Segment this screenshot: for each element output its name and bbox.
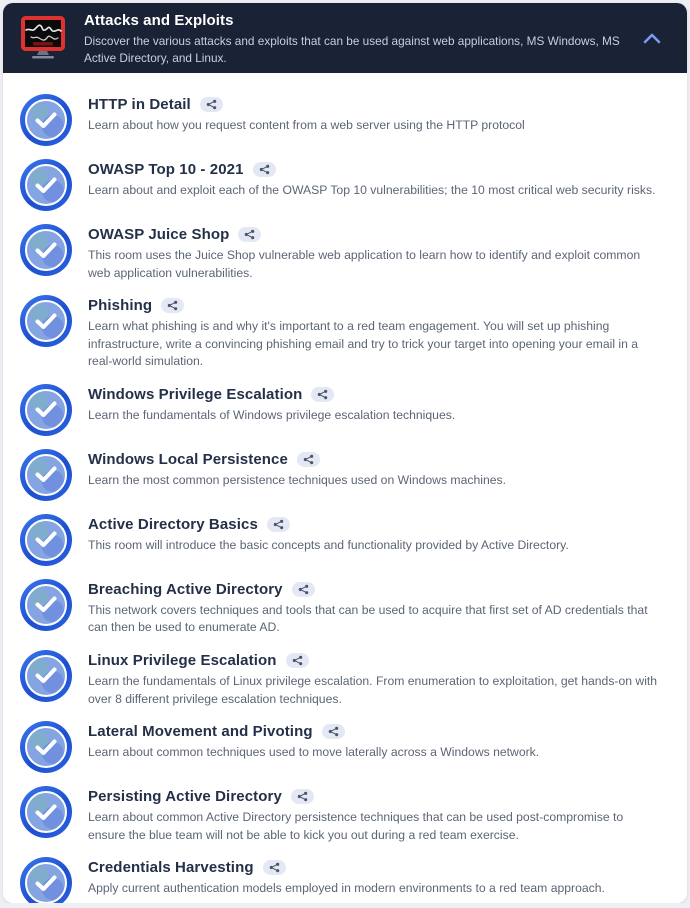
room-text — [88, 94, 663, 135]
path-header[interactable] — [3, 3, 687, 73]
room-title-line — [88, 96, 663, 113]
room-description: Learn the fundamentals of Windows privilege escalation techniques. — [88, 407, 456, 422]
room-description: This room uses the Juice Shop vulnerable web application to learn how to identify and exploit common web application vulnerabilities. — [88, 248, 641, 280]
room-description: This room will introduce the basic concepts and functionality provided by Active Directory. — [88, 537, 569, 552]
room-title-line — [88, 788, 663, 805]
room-completed-badge — [20, 650, 72, 702]
room-completed-badge — [20, 786, 72, 838]
path-header-text — [84, 10, 623, 66]
room-title-link[interactable]: Active Directory Basics — [88, 515, 258, 533]
check-icon — [25, 454, 67, 496]
room-title-line — [88, 859, 663, 876]
room-title-line — [88, 581, 663, 598]
room-text — [88, 857, 663, 898]
room-title-link[interactable]: OWASP Top 10 - 2021 — [88, 161, 244, 178]
check-icon — [25, 726, 67, 768]
room-row[interactable] — [20, 786, 663, 844]
check-icon — [25, 229, 67, 271]
room-text — [88, 721, 663, 762]
room-row[interactable] — [20, 857, 663, 903]
room-description: This network covers techniques and tools that can be used to acquire that first set of AD credentials that can then be used to enumerate AD. — [88, 602, 648, 635]
room-text — [88, 514, 663, 555]
share-icon[interactable] — [291, 789, 314, 804]
room-description: Apply current authentication models employed in modern environments to a red team approach. — [88, 881, 605, 896]
room-completed-badge — [20, 857, 72, 903]
share-icon[interactable] — [200, 97, 223, 112]
check-icon — [25, 791, 67, 833]
room-text — [88, 224, 663, 282]
room-title-link[interactable]: Credentials Harvesting — [88, 859, 254, 877]
share-icon[interactable] — [297, 452, 320, 467]
share-icon[interactable] — [263, 860, 286, 875]
share-icon[interactable] — [286, 653, 309, 668]
check-icon — [25, 300, 67, 342]
room-row[interactable] — [20, 295, 663, 371]
room-text — [88, 449, 663, 490]
check-icon — [25, 655, 67, 697]
attacks-monitor-icon — [18, 13, 68, 63]
room-text — [88, 650, 663, 708]
check-icon — [25, 164, 67, 206]
room-completed-badge — [20, 384, 72, 436]
room-completed-badge — [20, 449, 72, 501]
room-completed-badge — [20, 159, 72, 211]
room-title-line — [88, 516, 663, 533]
room-completed-badge — [20, 224, 72, 276]
room-title-link[interactable]: Breaching Active Directory — [88, 580, 283, 598]
check-icon — [25, 519, 67, 561]
room-text — [88, 384, 663, 425]
room-title-line — [88, 652, 663, 669]
room-title-link[interactable]: Persisting Active Directory — [88, 788, 282, 806]
share-icon[interactable] — [161, 298, 184, 313]
room-row[interactable] — [20, 94, 663, 146]
room-completed-badge — [20, 514, 72, 566]
room-text — [88, 159, 663, 200]
room-description: Learn about common techniques used to move laterally across a Windows network. — [88, 745, 540, 760]
room-row[interactable] — [20, 159, 663, 211]
check-icon — [25, 389, 67, 431]
room-title-link[interactable]: Lateral Movement and Pivoting — [88, 723, 313, 741]
room-title-line — [88, 386, 663, 403]
room-title-line — [88, 226, 663, 243]
path-description: Discover the various attacks and exploits that can be used against web applications, MS Windows, MS Active Directory, and Linux. — [84, 34, 620, 65]
room-title-line — [88, 723, 663, 740]
room-description: Learn about and exploit each of the OWASP Top 10 vulnerabilities; the 10 most critical web security risks. — [88, 183, 656, 197]
share-icon[interactable] — [253, 162, 276, 177]
room-text — [88, 786, 663, 844]
room-row[interactable] — [20, 579, 663, 637]
room-text — [88, 295, 663, 371]
room-completed-badge — [20, 721, 72, 773]
room-completed-badge — [20, 94, 72, 146]
check-icon — [25, 862, 67, 903]
share-icon[interactable] — [311, 387, 334, 402]
share-icon[interactable] — [267, 517, 290, 532]
room-title-link[interactable]: Windows Privilege Escalation — [88, 385, 303, 403]
room-description: Learn the fundamentals of Linux privilege escalation. From enumeration to exploitation, get hands-on with over 8 different privilege escalation techniques. — [88, 673, 658, 706]
room-title-link[interactable]: Phishing — [88, 297, 153, 315]
share-icon[interactable] — [322, 724, 345, 739]
path-title: Attacks and Exploits — [84, 12, 234, 30]
room-row[interactable] — [20, 449, 663, 501]
room-row[interactable] — [20, 224, 663, 282]
room-row[interactable] — [20, 721, 663, 773]
room-row[interactable] — [20, 384, 663, 436]
room-description: Learn about how you request content from a web server using the HTTP protocol — [88, 118, 525, 132]
room-description: Learn about common Active Directory persistence techniques that can be used post-compromise to ensure the blue team will not be able to kick you out during a red team exercise. — [88, 810, 624, 842]
room-title-link[interactable]: Linux Privilege Escalation — [88, 651, 277, 669]
room-description: Learn the most common persistence techniques used on Windows machines. — [88, 472, 506, 487]
room-completed-badge — [20, 579, 72, 631]
room-title-link[interactable]: HTTP in Detail — [88, 96, 191, 113]
check-icon — [25, 584, 67, 626]
share-icon[interactable] — [238, 227, 261, 242]
room-title-line — [88, 297, 663, 314]
room-row[interactable] — [20, 650, 663, 708]
room-title-link[interactable]: OWASP Juice Shop — [88, 226, 230, 243]
room-list — [3, 73, 687, 903]
room-description: Learn what phishing is and why it's important to a red team engagement. You will set up phishing infrastructure, write a convincing phishing email and try to trick your target into opening your email in a real-world simulation. — [88, 319, 639, 369]
chevron-up-icon[interactable] — [639, 25, 665, 51]
room-title-line — [88, 161, 663, 178]
share-icon[interactable] — [292, 582, 315, 597]
room-title-link[interactable]: Windows Local Persistence — [88, 450, 288, 468]
room-text — [88, 579, 663, 637]
room-row[interactable] — [20, 514, 663, 566]
room-title-line — [88, 451, 663, 468]
path-module-card — [3, 3, 687, 903]
room-completed-badge — [20, 295, 72, 347]
check-icon — [25, 99, 67, 141]
page-background-strip — [0, 903, 690, 908]
